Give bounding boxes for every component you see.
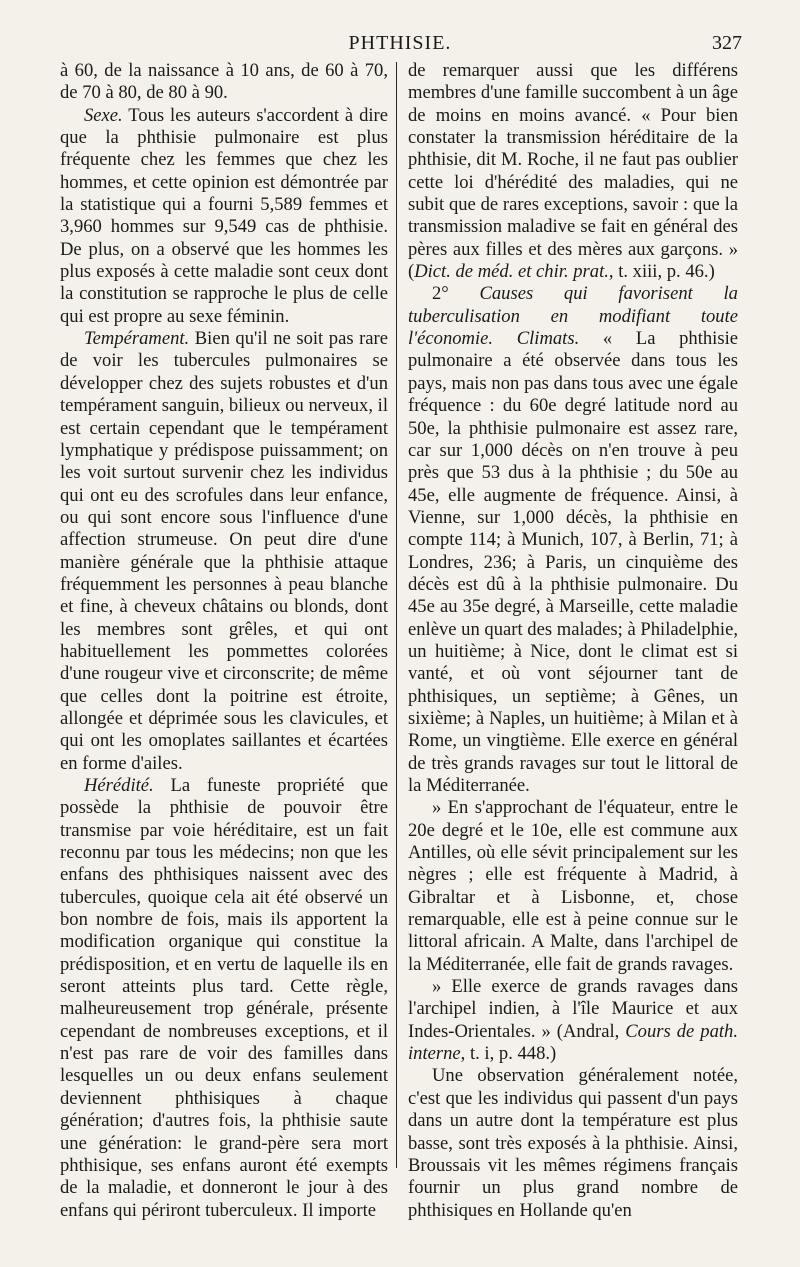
paragraph-age-continuation	[60, 60, 388, 105]
citation-reference: Cours de path. interne	[408, 1020, 738, 1065]
section-heading-heredite: Hérédité.	[84, 775, 154, 796]
section-heading-causes: Causes qui favorisent la tuberculisation en modifiant toute l'économie.	[408, 283, 738, 350]
section-number: 2°	[432, 283, 480, 305]
section-heading-temperament: Tempérament.	[84, 328, 190, 350]
running-title: PHTHISIE.	[348, 32, 452, 54]
paragraph-causes-climats	[408, 283, 738, 797]
paragraph-temperament	[60, 328, 388, 775]
page-number: 327	[712, 32, 742, 54]
page-header	[60, 30, 740, 56]
citation-reference: Dict. de méd. et chir. prat.	[414, 261, 609, 283]
paragraph-text: La funeste propriété que possède la phthisie de pouvoir être transmise par voie héréditaire, est un fait reconnu par tous les médecins; non que les enfans des phthisiques naissent avec des tubercules, quoique cela ait été observé un bon nombre de fois, mais ils apportent la modification organique qui constitue la prédisposition, et en vertu de laquelle ils en seront atteints plus tard. Cette règle, malheureusement trop générale, présente cependant de nombreuses exceptions, et il n'est pas rare de voir des familles dans lesquelles un ou deux enfans seulement deviennent phthisiques à chaque génération; d'autres fois, la phthisie saute une génération: le grand-père sera mort phthisique, ses enfans auront été exempts de la maladie, et donneront le jour à des enfans qui périront tuberculeux. Il importe	[60, 775, 388, 1221]
section-heading-sexe: Sexe.	[84, 104, 123, 126]
paragraph-text: à 60, de la naissance à 10 ans, de 60 à 70, de 70 à 80, de 80 à 90.	[60, 60, 388, 104]
paragraph-text: « La phthisie pulmonaire a été observée dans tous les pays, mais non pas dans tous avec une égale fréquence : du 60e degré latitude nord au 50e, la phthisie pulmonaire est assez rare, car sur 1,000 décès on n'en trouve à peu près que 53 dus à la phthisie ; du 50e au 45e, elle augmente de fréquence. Ainsi, à Vienne, sur 1,000 décès, la phthisie en compte 114; à Munich, 107, à Berlin, 71; à Londres, 236; à Paris, un cinquième des décès est dû à la phthisie pulmonaire. Du 45e au 35e degré, à Marseille, cette maladie enlève un quart des malades; à Philadelphie, un huitième; à Nice, dont le climat est si vanté, et où vont séjourner tant de phthisiques, un septième; à Gênes, un sixième; à Naples, un huitième; à Milan et à Rome, un vingtième. Elle exerce en général de très grands ravages sur tout le littoral de la Méditerranée.	[408, 328, 738, 796]
paragraph-text: , t. i, p. 448.)	[460, 1043, 557, 1065]
paragraph-text: » En s'approchant de l'équateur, entre le 20e degré et le 10e, elle est commune aux Antilles, où elle sévit principalement sur les nègres ; elle est fréquente à Madrid, à Gibraltar et à Lisbonne, et, chose remarquable, elle est à peine connue sur le littoral africain. A Malte, dans l'archipel de la Méditerranée, elle fait de grands ravages.	[408, 797, 738, 975]
paragraph-equateur	[408, 797, 738, 976]
paragraph-observation	[408, 1065, 738, 1221]
left-column	[60, 60, 388, 1222]
paragraph-archipel	[408, 976, 738, 1065]
paragraph-sexe	[60, 105, 388, 328]
paragraph-text: » Elle exerce de grands ravages dans l'archipel indien, à l'île Maurice et aux Indes-Orientales. » (Andral,	[408, 976, 738, 1042]
section-heading-climats: Climats.	[493, 328, 580, 350]
paragraph-text: Bien qu'il ne soit pas rare de voir les tubercules pulmonaires se développer chez des sujets robustes et d'un tempérament sanguin, bilieux ou nerveux, il est certain cependant que le tempérament lymphatique y prédispose puissamment; on les voit surtout survenir chez les individus qui ont eu des scrofules dans leur enfance, ou qui sont encore sous l'influence d'une affection strumeuse. On peut dire d'une manière générale que la phthisie attaque fréquemment les personnes à peau blanche et fine, à cheveux châtains ou blonds, dont les membres sont grêles, et qui ont habituellement les pommettes colorées d'une rougeur vive et circonscrite; de même que celles dont la poitrine est étroite, allongée et déprimée sous les clavicules, et qui ont les omoplates saillantes et écartées en forme d'ailes.	[60, 328, 388, 774]
paragraph-text: Une observation généralement notée, c'est que les individus qui passent d'un pays dans un autre dont la température est plus basse, sont très exposés à la phthisie. Ainsi, Broussais vit les mêmes régimens français fournir un plus grand nombre de phthisiques en Hollande qu'en	[408, 1065, 738, 1221]
column-divider	[396, 62, 397, 1168]
paragraph-text: , t. xiii, p. 46.)	[608, 261, 715, 283]
paragraph-heredite	[60, 775, 388, 1222]
right-column	[408, 60, 738, 1222]
paragraph-text: de remarquer aussi que les différens membres d'une famille succombent à un âge de moins en moins avancé. « Pour bien constater la transmission héréditaire de la phthisie, dit M. Roche, il ne faut pas oublier cette loi d'hérédité des maladies, qui ne subit que de rares exceptions, savoir : que la transmission maladive se fait en général des pères aux filles et des mères aux garçons. » (	[408, 60, 738, 283]
paragraph-text: Tous les auteurs s'accordent à dire que la phthisie pulmonaire est plus fréquente chez les femmes que chez les hommes, et cette opinion est démontrée par la statistique qui a fourni 5,589 femmes et 3,960 hommes sur 9,549 cas de phthisie. De plus, on a observé que les hommes les plus exposés à cette maladie sont ceux dont la constitution se rapproche le plus de celle qui est propre au sexe féminin.	[60, 104, 388, 327]
paragraph-heredite-continuation	[408, 60, 738, 283]
